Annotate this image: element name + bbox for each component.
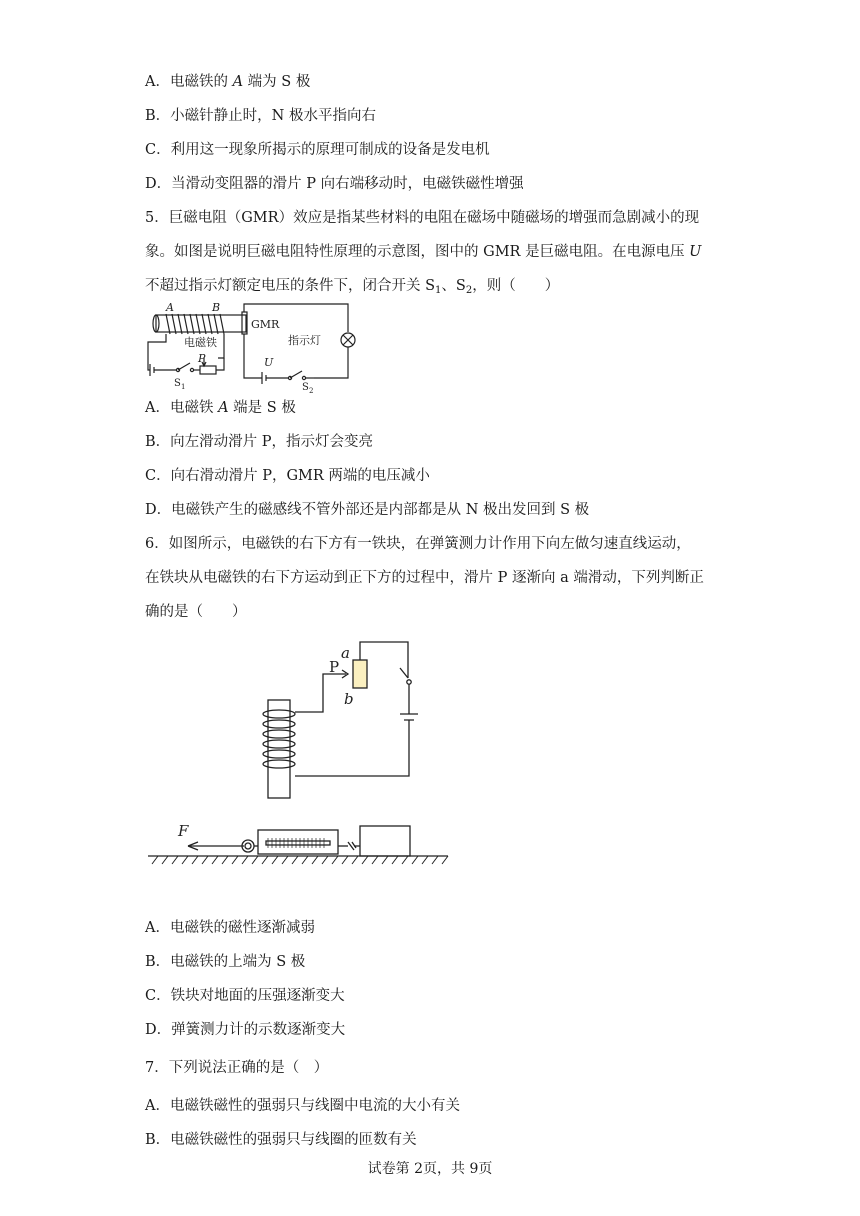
- q5-rheostat-wire: [218, 334, 224, 358]
- q5-option-b: B．向左滑动滑片 P，指示灯会变亮: [145, 434, 374, 450]
- battery-right-icon: [262, 372, 266, 384]
- q6-slider-wire: [295, 674, 346, 712]
- q5-option-c: C．向右滑动滑片 P，GMR 两端的电压减小: [145, 468, 430, 484]
- q5-option-a-text-end: 端是 S 极: [228, 400, 296, 416]
- q5-stem-line3-end: ，则（ ）: [472, 278, 560, 294]
- fig6-label-f: F: [178, 822, 189, 840]
- q5-option-a-text: A．电磁铁: [145, 400, 219, 416]
- q5-stem-line1: 5．巨磁电阻（GMR）效应是指某些材料的电阻在磁场中随磁场的增强而急剧减小的现: [145, 210, 700, 226]
- q7-stem: 7．下列说法正确的是（ ）: [145, 1060, 329, 1076]
- q5-s2-subscript: 2: [465, 285, 473, 296]
- rheostat-icon: [200, 366, 216, 374]
- fig5-label-s2-sub: 2: [309, 387, 314, 395]
- q5-option-d: D．电磁铁产生的磁感线不管外部还是内部都是从 N 极出发回到 S 极: [145, 502, 590, 518]
- fig5-label-p: P: [198, 352, 206, 365]
- q7-option-a: A．电磁铁磁性的强弱只与线圈中电流的大小有关: [145, 1098, 460, 1114]
- switch-icon: [400, 668, 408, 678]
- fig5-label-a: A: [166, 301, 174, 314]
- q5-stem-line3-mid: 、S: [441, 278, 466, 294]
- q6-option-a: A．电磁铁的磁性逐渐减弱: [145, 920, 315, 936]
- q5-circuit-figure: [138, 300, 358, 395]
- q5-option-a: [145, 398, 296, 418]
- battery-left-icon: [150, 364, 154, 376]
- battery-icon: [400, 714, 418, 720]
- fig5-label-u: U: [264, 356, 274, 369]
- q5-left-wire: [148, 334, 166, 370]
- ground-hatching: [152, 856, 448, 864]
- q6-option-b: B．电磁铁的上端为 S 极: [145, 954, 306, 970]
- q4-option-a: [145, 72, 310, 92]
- fig5-label-b: B: [212, 301, 221, 314]
- q4-option-a-text-end: 端为 S 极: [243, 74, 311, 90]
- q4-option-d: D．当滑动变阻器的滑片 P 向右端移动时，电磁铁磁性增强: [145, 176, 524, 192]
- q5-stem-variable-u: U: [689, 244, 702, 260]
- q6-stem-line3: 确的是（ ）: [145, 604, 247, 620]
- fig5-label-s2: S: [302, 382, 309, 393]
- page-footer: 试卷第 2页，共 9页: [367, 1161, 493, 1177]
- q6-option-c: C．铁块对地面的压强逐渐变大: [145, 988, 345, 1004]
- q5-stem-line3-text: 不超过指示灯额定电压的条件下，闭合开关 S: [145, 278, 436, 294]
- fig6-label-b: b: [344, 690, 354, 708]
- fig5-label-gmr: GMR: [251, 318, 280, 331]
- rheostat-icon: [353, 660, 367, 688]
- q5-s1-subscript: 1: [435, 285, 442, 296]
- iron-block: [360, 826, 410, 856]
- q4-option-a-variable: A: [232, 74, 244, 90]
- spring-scale-icon: [258, 830, 338, 854]
- fig5-label-s1: S: [174, 378, 181, 389]
- q4-option-b: B．小磁针静止时，N 极水平指向右: [145, 108, 376, 124]
- fig6-label-p: P: [329, 658, 340, 676]
- fig5-label-s1-sub: 1: [181, 383, 186, 391]
- q4-option-c: C．利用这一现象所揭示的原理可制成的设备是发电机: [145, 142, 490, 158]
- q4-option-a-text: A．电磁铁的: [145, 74, 233, 90]
- q5-stem-line2-text: 象。如图是说明巨磁电阻特性原理的示意图，图中的 GMR 是巨磁电阻。在电源电压: [145, 244, 690, 260]
- q5-stem-line3: [145, 276, 559, 301]
- q5-stem-line2: [145, 242, 701, 262]
- fig5-label-lamp: 指示灯: [288, 334, 321, 347]
- q6-stem-line2: 在铁块从电磁铁的右下方运动到正下方的过程中，滑片 P 逐渐向 a 端滑动，下列判断正: [145, 570, 704, 586]
- electromagnet-coil: [166, 314, 224, 334]
- q6-stem-line1: 6．如图所示，电磁铁的右下方有一铁块，在弹簧测力计作用下向左做匀速直线运动，: [145, 536, 691, 552]
- fig5-label-electromagnet: 电磁铁: [184, 336, 217, 349]
- electromagnet-core: [268, 700, 290, 798]
- q6-option-d: D．弹簧测力计的示数逐渐变大: [145, 1022, 346, 1038]
- fig6-label-a: a: [341, 644, 350, 662]
- q5-option-a-variable: A: [218, 400, 229, 416]
- q6-circuit-figure: [148, 638, 450, 870]
- q7-option-b: B．电磁铁磁性的强弱只与线圈的匝数有关: [145, 1132, 417, 1148]
